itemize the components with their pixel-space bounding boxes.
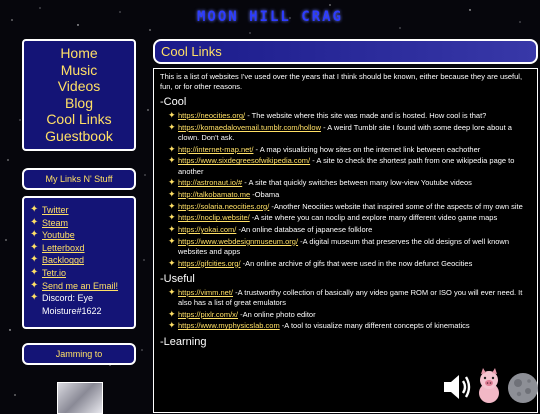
- link-description: -Obama: [250, 189, 280, 199]
- cool-links-list: [160, 111, 531, 269]
- album-cover-image: [57, 382, 103, 414]
- star-bullet-icon: ✦: [168, 286, 176, 297]
- jamming-box-title: Jamming to: [22, 343, 136, 365]
- star-bullet-icon: ✦: [168, 320, 176, 331]
- link-description: -A tool to visualize many different concepts of kinematics: [279, 321, 470, 331]
- link-description: -An online photo editor: [238, 309, 316, 319]
- nav-cool-links-link[interactable]: Cool Links: [46, 111, 112, 127]
- pig-icon: [474, 368, 504, 404]
- list-item: [168, 288, 531, 308]
- list-item: [168, 190, 531, 200]
- list-item: [168, 202, 531, 212]
- link-description: -Another Neocities website that inspired some of the aspects of my own site: [269, 201, 523, 211]
- link-url[interactable]: https://pixlr.com/x/: [178, 309, 239, 319]
- page-title: Cool Links: [153, 39, 538, 64]
- nav-guestbook-link[interactable]: Guestbook: [45, 127, 113, 144]
- link-description: -An online archive of gifs that were used in the now defunct Geocities: [240, 258, 473, 268]
- link-url[interactable]: http://astronaut.io/#: [178, 178, 243, 188]
- star-bullet-icon: ✦: [30, 254, 39, 266]
- list-item: [168, 111, 531, 121]
- link-description: -A digital museum that preserves the old designs of well known websites and apps: [178, 236, 510, 256]
- list-item: [168, 156, 531, 176]
- social-link-item: [30, 280, 130, 293]
- link-description: - The website where this site was made and is hosted. How cool is that?: [245, 111, 487, 120]
- main-navigation: [22, 39, 136, 151]
- link-url[interactable]: https://komaedalovemail.tumblr.com/hollow: [178, 122, 321, 132]
- tetrio-link[interactable]: Tetr.io: [42, 267, 67, 278]
- star-bullet-icon: ✦: [168, 257, 176, 268]
- star-bullet-icon: ✦: [168, 212, 176, 223]
- link-description: - A site to check the shortest path from one wikipedia page to another: [178, 156, 515, 176]
- link-url[interactable]: http://internet-map.net/: [178, 144, 254, 154]
- letterboxd-link[interactable]: Letterboxd: [42, 242, 85, 253]
- youtube-link[interactable]: Youtube: [42, 230, 75, 241]
- nav-home-link[interactable]: Home: [60, 45, 98, 61]
- social-link-item: [30, 242, 130, 255]
- star-bullet-icon: ✦: [168, 121, 176, 132]
- nav-blog-link[interactable]: Blog: [64, 94, 94, 111]
- social-links-box: [22, 196, 136, 329]
- link-description: -A trustworthy collection of basically any video game ROM or ISO you will ever need. It also has a list of great emulators: [178, 287, 523, 308]
- link-description: -An online database of japanese folklore: [236, 225, 373, 235]
- link-url[interactable]: http://talkobamato.me: [178, 189, 251, 199]
- link-description: - A map visualizing how sites on the internet link between eachother: [253, 144, 481, 154]
- twitter-link[interactable]: Twitter: [42, 205, 69, 215]
- star-bullet-icon: ✦: [168, 110, 176, 120]
- list-item: [168, 259, 531, 269]
- site-title: MOON HILL CRAG: [196, 9, 343, 25]
- star-bullet-icon: ✦: [168, 188, 176, 199]
- link-description: -A site where you can noclip and explore many different video game maps: [249, 213, 498, 223]
- link-url[interactable]: https://www.myphysicslab.com: [178, 321, 280, 331]
- section-heading-useful: -Useful: [160, 272, 195, 285]
- list-item: [168, 321, 531, 331]
- star-bullet-icon: ✦: [168, 235, 176, 246]
- list-item: [168, 178, 531, 188]
- star-bullet-icon: ✦: [30, 241, 39, 253]
- discord-item: [30, 292, 130, 317]
- link-url[interactable]: https://www.webdesignmuseum.org/: [178, 236, 299, 246]
- star-bullet-icon: ✦: [30, 279, 39, 291]
- link-url[interactable]: https://vimm.net/: [178, 287, 234, 297]
- social-link-item: [30, 254, 130, 267]
- link-description: - A site that quickly switches between many low-view Youtube videos: [242, 178, 472, 188]
- link-url[interactable]: https://yokai.com/: [178, 225, 237, 235]
- star-bullet-icon: ✦: [30, 292, 39, 304]
- moon-icon: [507, 372, 539, 404]
- discord-handle: Discord: Eye Moisture#1622: [42, 293, 102, 316]
- social-link-item: [30, 204, 130, 217]
- list-item: [168, 123, 531, 143]
- section-heading-learning: -Learning: [160, 335, 207, 348]
- backloggd-link[interactable]: Backloggd: [42, 255, 85, 266]
- list-item: [168, 213, 531, 223]
- link-url[interactable]: https://www.sixdegreesofwikipedia.com/: [178, 156, 311, 166]
- star-bullet-icon: ✦: [30, 216, 39, 228]
- list-item: [168, 225, 531, 235]
- link-description: - A weird Tumblr site I found with some deep lore about a clown. Don't ask.: [178, 122, 512, 142]
- star-bullet-icon: ✦: [30, 266, 39, 278]
- nav-music-link[interactable]: Music: [60, 61, 98, 78]
- email-link[interactable]: Send me an Email!: [42, 280, 119, 291]
- star-bullet-icon: ✦: [168, 308, 176, 319]
- intro-text: This is a list of websites I've used over the years that I think should be known, either because they are useful, fun, or for other reasons.: [160, 72, 523, 91]
- social-link-item: [30, 229, 130, 242]
- nav-videos-link[interactable]: Videos: [57, 78, 101, 94]
- star-bullet-icon: ✦: [168, 200, 176, 211]
- star-bullet-icon: ✦: [168, 155, 176, 166]
- star-bullet-icon: ✦: [30, 204, 39, 215]
- steam-link[interactable]: Steam: [42, 217, 69, 228]
- social-link-item: [30, 267, 130, 280]
- section-heading-cool: -Cool: [160, 96, 187, 108]
- star-bullet-icon: ✦: [168, 177, 176, 188]
- links-content-panel: [153, 68, 538, 413]
- star-bullet-icon: ✦: [30, 229, 39, 241]
- useful-links-list: [160, 288, 531, 332]
- list-item: [168, 310, 531, 320]
- link-url[interactable]: https://noclip.website/: [178, 213, 250, 223]
- star-bullet-icon: ✦: [168, 143, 176, 154]
- links-box-title: My Links N' Stuff: [22, 168, 136, 190]
- star-bullet-icon: ✦: [168, 224, 176, 235]
- list-item: [168, 145, 531, 155]
- link-url[interactable]: https://gifcities.org/: [178, 258, 241, 268]
- speaker-icon[interactable]: [440, 370, 474, 404]
- link-url[interactable]: https://solaria.neocities.org/: [178, 201, 270, 211]
- link-url[interactable]: https://neocities.org/: [178, 111, 246, 120]
- social-link-item: [30, 217, 130, 230]
- list-item: [168, 237, 531, 257]
